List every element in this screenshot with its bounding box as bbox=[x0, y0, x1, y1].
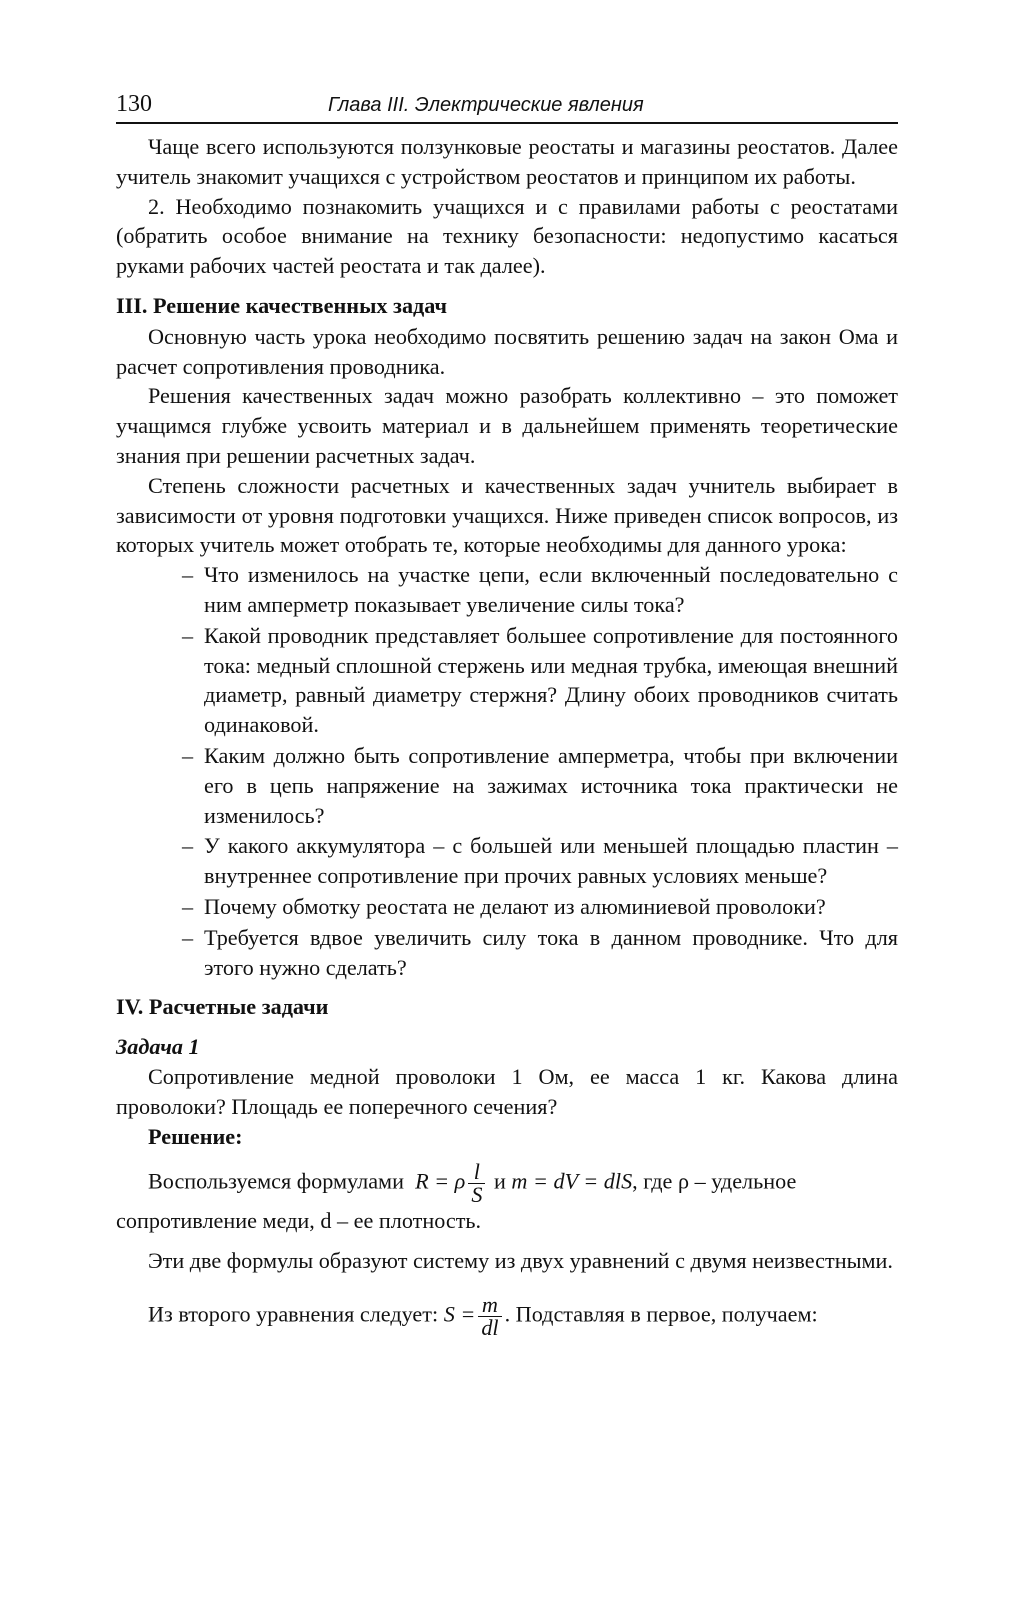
task-heading: Задача 1 bbox=[116, 1034, 200, 1060]
question-text: Каким должно быть сопротивление амперметра, чтобы при включении его в цепь напряжение на зажимах источника тока практически не изменилось? bbox=[204, 742, 898, 828]
question-text: Что изменилось на участке цепи, если включенный последовательно с ним амперметр показывает увеличение силы тока? bbox=[204, 562, 898, 617]
section3-paragraph-3: Степень сложности расчетных и качественных задач учнитель выбирает в зависимости от уровня подготовки учащихся. Ниже приведен список вопросов, из которых учитель может отобрать те, которые необходимы для данного урока: bbox=[116, 472, 898, 558]
section3-paragraph-2: Решения качественных задач можно разобрать коллективно – это поможет учащимся глубже усвоить материал и в дальнейшем применять теоретические знания при решении расчетных задач. bbox=[116, 383, 898, 468]
dash-marker: – bbox=[182, 622, 194, 648]
dash-marker: – bbox=[182, 924, 194, 950]
formula2-tail: . Подставляя в первое, получаем: bbox=[504, 1301, 818, 1327]
page-body bbox=[116, 132, 898, 1339]
list-item bbox=[182, 741, 898, 830]
formula1-continuation: сопротивление меди, d – ее плотность. bbox=[116, 1208, 482, 1234]
question-text: Требуется вдвое увеличить силу тока в данном проводнике. Что для этого нужно сделать? bbox=[204, 924, 898, 980]
fraction-numerator: m bbox=[481, 1291, 498, 1317]
formula1-intro: Воспользуемся формулами bbox=[148, 1168, 404, 1194]
formula2-intro: Из второго уравнения следует: bbox=[148, 1301, 439, 1327]
intro-paragraph-1: Чаще всего используются ползунковые реостаты и магазины реостатов. Далее учитель знакомит учащихся с устройством реостатов и принципом их работы. bbox=[116, 134, 898, 189]
fraction-numerator: l bbox=[473, 1159, 480, 1185]
fraction-denominator: S bbox=[468, 1183, 485, 1206]
formula-line-2 bbox=[116, 1291, 898, 1340]
formula1-mass: m = dV = dlS bbox=[511, 1168, 633, 1194]
list-item bbox=[182, 621, 898, 740]
solution-heading: Решение: bbox=[148, 1123, 243, 1149]
question-text: Почему обмотку реостата не делают из алюминиевой проволоки? bbox=[204, 893, 826, 919]
fraction-l-over-s bbox=[468, 1161, 485, 1206]
question-text: Какой проводник представляет большее сопротивление для постоянного тока: медный сплошной стержень или медная трубка, имеющая внешний диаметр, равный диаметру стержня? Длину обоих проводников считать одинаковой. bbox=[204, 622, 898, 738]
list-item bbox=[182, 831, 898, 891]
fraction-m-over-dl bbox=[478, 1291, 501, 1340]
book-page bbox=[116, 88, 898, 1339]
fraction-denominator: dl bbox=[478, 1316, 501, 1339]
page-number: 130 bbox=[116, 91, 152, 117]
questions-list bbox=[116, 560, 898, 982]
dash-marker: – bbox=[182, 742, 194, 768]
dash-marker: – bbox=[182, 893, 194, 919]
formula2-lhs: S = bbox=[443, 1301, 476, 1327]
section-heading-calculation: IV. Расчетные задачи bbox=[116, 994, 329, 1020]
list-item bbox=[182, 892, 898, 922]
section3-paragraph-1: Основную часть урока необходимо посвятить решению задач на закон Ома и расчет сопротивления проводника. bbox=[116, 323, 898, 379]
system-paragraph: Эти две формулы образуют систему из двух уравнений с двумя неизвестными. bbox=[148, 1248, 893, 1274]
dash-marker: – bbox=[182, 562, 194, 588]
formula1-and: и bbox=[488, 1168, 512, 1194]
task-text: Сопротивление медной проволоки 1 Ом, ее масса 1 кг. Какова длина проволоки? Площадь ее поперечного сечения? bbox=[116, 1063, 898, 1119]
section-heading-qualitative: III. Решение качественных задач bbox=[116, 292, 447, 318]
running-title: Глава III. Электрические явления bbox=[328, 94, 644, 116]
question-text: У какого аккумулятора – с большей или меньшей площадью пластин – внутреннее сопротивление при прочих равных условиях меньше? bbox=[204, 833, 898, 889]
list-item bbox=[182, 923, 898, 983]
intro-paragraph-2: 2. Необходимо познакомить учащихся и с правилами работы с реостатами (обратить особое внимание на технику безопасности: недопустимо касаться руками рабочих частей реостата и так далее). bbox=[116, 193, 898, 279]
formula1-tail: , где ρ – удельное bbox=[632, 1168, 797, 1194]
list-item bbox=[182, 560, 898, 620]
formula1-lhs: R = ρ bbox=[415, 1168, 466, 1194]
dash-marker: – bbox=[182, 833, 194, 859]
formula-line-1 bbox=[116, 1161, 898, 1206]
page-header bbox=[116, 88, 898, 124]
